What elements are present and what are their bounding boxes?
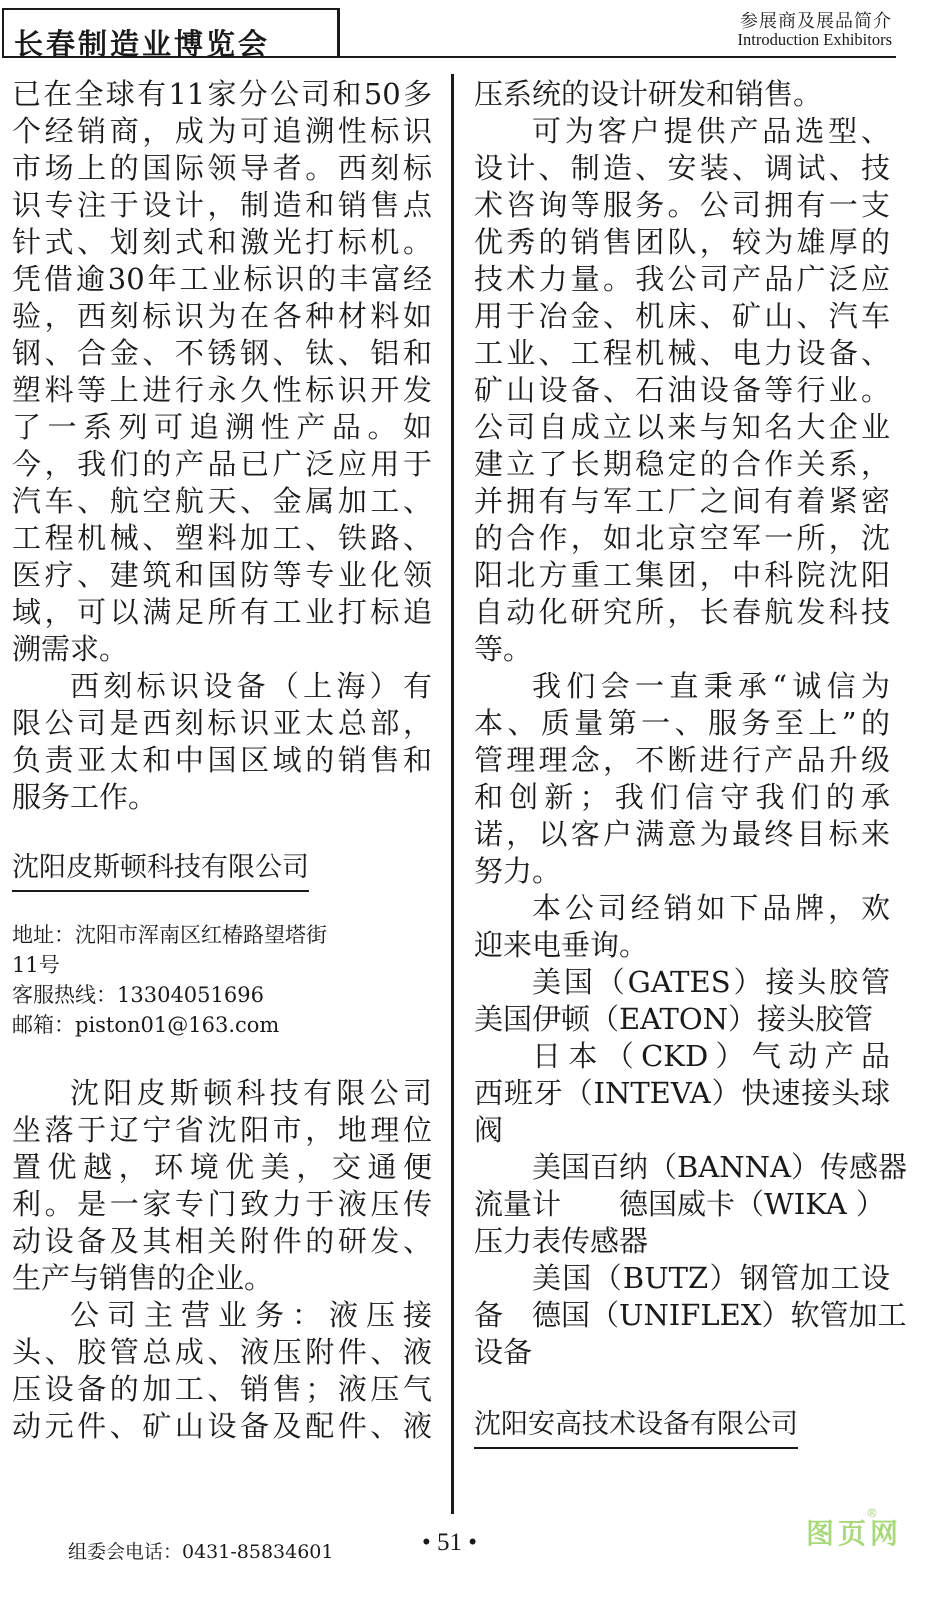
company-heading-angao: 沈阳安高技术设备有限公司 [474,1403,798,1449]
paragraph-4 [12,1297,432,1445]
organizer-phone: 组委会电话：0431-85834601 [68,1541,334,1563]
spacer [12,892,432,920]
text-line: 利。是一家专门致力于液压传 [12,1187,432,1221]
text-line: 压系统的设计研发和销售。 [474,77,823,111]
text-line: 术咨询等服务。公司拥有一支 [474,188,890,222]
text-line: 今，我们的产品已广泛应用于 [12,447,432,481]
text-line: 本、质量第一、服务至上”的 [474,706,890,740]
text-line: 公司自成立以来与知名大企业 [474,410,890,444]
text-line: 设计、制造、安装、调试、技 [474,151,890,185]
email: 邮箱：piston01@163.com [12,1013,280,1037]
text-line: 服务工作。 [12,780,158,814]
text-line: 管理理念，不断进行产品升级 [474,743,890,777]
text-line: 已在全球有11家分公司和50多 [12,77,432,111]
text-line: 技术力量。我公司产品广泛应 [474,262,890,296]
address-line-2: 11号 [12,953,60,977]
paragraph-2 [12,668,432,816]
brand-line: 美国（BUTZ）钢管加工设 [532,1261,890,1295]
text-line: 钢、合金、不锈钢、钛、铝和 [12,336,432,370]
brand-line: 阀 [474,1113,504,1147]
text-line: 市场上的国际领导者。西刻标 [12,151,432,185]
text-line: 公司主营业务：液压接 [70,1298,432,1332]
left-column [12,76,432,1445]
paragraph-r2 [474,113,890,668]
paragraph-r4 [474,890,890,964]
paragraph-3 [12,1075,432,1297]
text-line: 汽车、航空航天、金属加工、 [12,484,432,518]
brand-list [474,964,907,1371]
brand-line: 西班牙（INTEVA）快速接头球 [474,1076,890,1110]
text-line: 溯需求。 [12,632,129,666]
section-title-cn: 参展商及展品简介 [740,11,892,32]
text-line: 等。 [474,632,533,666]
paragraph-1 [12,76,432,668]
text-line: 动元件、矿山设备及配件、液 [12,1409,432,1443]
text-line: 限公司是西刻标识亚太总部， [12,706,432,740]
brand-line: 备 德国（UNIFLEX）软管加工 [474,1298,907,1332]
brand-line: 压力表传感器 [474,1224,649,1258]
text-line: 迎来电垂询。 [474,928,649,962]
text-line: 阳北方重工集团，中科院沈阳 [474,558,890,592]
company-heading-wrap-2 [474,1403,890,1449]
company-heading-wrap [12,846,432,892]
text-line: 沈阳皮斯顿科技有限公司 [70,1076,432,1110]
text-line: 坐落于辽宁省沈阳市，地理位 [12,1113,432,1147]
text-line: 诺，以客户满意为最终目标来 [474,817,890,851]
spacer [12,816,432,846]
brand-line: 流量计 德国威卡（WIKA ） [474,1187,885,1221]
text-line: 针式、划刻式和激光打标机。 [12,225,432,259]
brand-line: 设备 [474,1335,533,1369]
brand-line: 美国百纳（BANNA）传感器 [532,1150,907,1184]
brand-line: 美国伊顿（EATON）接头胶管 [474,1002,874,1036]
spacer [474,1371,890,1403]
text-line: 凭借逾30年工业标识的丰富经 [12,262,432,296]
section-title-en: Introduction Exhibitors [737,30,892,49]
paragraph-r1 [474,76,890,113]
contact-block [12,920,432,1040]
registered-mark-icon: ® [866,1506,878,1520]
masthead-box [2,8,340,61]
hotline: 客服热线：13304051696 [12,983,264,1007]
address-line-1: 地址：沈阳市浑南区红椿路望塔街 [12,923,327,947]
text-line: 和创新；我们信守我们的承 [474,780,890,814]
text-line: 建立了长期稳定的合作关系， [474,447,890,481]
text-line: 用于冶金、机床、矿山、汽车 [474,299,890,333]
masthead-title: 长春制造业博览会 [14,27,271,61]
text-line: 了一系列可追溯性产品。如 [12,410,432,444]
text-line: 压设备的加工、销售；液压气 [12,1372,432,1406]
text-line: 医疗、建筑和国防等专业化领 [12,558,432,592]
text-line: 自动化研究所，长春航发科技 [474,595,890,629]
text-line: 工业、工程机械、电力设备、 [474,336,890,370]
text-line: 可为客户提供产品选型、 [532,114,890,148]
brand-line: 日本（CKD）气动产品 [532,1039,890,1073]
text-line: 个经销商，成为可追溯性标识 [12,114,432,148]
text-line: 生产与销售的企业。 [12,1261,274,1295]
text-line: 动设备及其相关附件的研发、 [12,1224,432,1258]
text-line: 努力。 [474,854,562,888]
spacer [12,1040,432,1075]
watermark-logo: 图页网 [806,1517,903,1550]
text-line: 置优越，环境优美，交通便 [12,1150,432,1184]
text-line: 并拥有与军工厂之间有着紧密 [474,484,890,518]
text-line: 塑料等上进行永久性标识开发 [12,373,432,407]
text-line: 优秀的销售团队，较为雄厚的 [474,225,890,259]
text-line: 我们会一直秉承“诚信为 [532,669,890,703]
text-line: 矿山设备、石油设备等行业。 [474,373,890,407]
text-line: 头、胶管总成、液压附件、液 [12,1335,432,1369]
text-line: 域，可以满足所有工业打标追 [12,595,432,629]
text-line: 工程机械、塑料加工、铁路、 [12,521,432,555]
text-line: 本公司经销如下品牌，欢 [532,891,890,925]
text-line: 负责亚太和中国区域的销售和 [12,743,432,777]
page-number: • 51 • [422,1529,478,1556]
text-line: 识专注于设计，制造和销售点 [12,188,432,222]
text-line: 西刻标识设备（上海）有 [70,669,432,703]
paragraph-r3 [474,668,890,890]
text-line: 的合作，如北京空军一所，沈 [474,521,890,555]
company-heading-piston: 沈阳皮斯顿科技有限公司 [12,846,309,892]
column-divider [451,74,454,1514]
header-rule [340,56,896,58]
brand-line: 美国（GATES）接头胶管 [532,965,890,999]
text-line: 验，西刻标识为在各种材料如 [12,299,432,333]
right-column [474,76,907,1449]
